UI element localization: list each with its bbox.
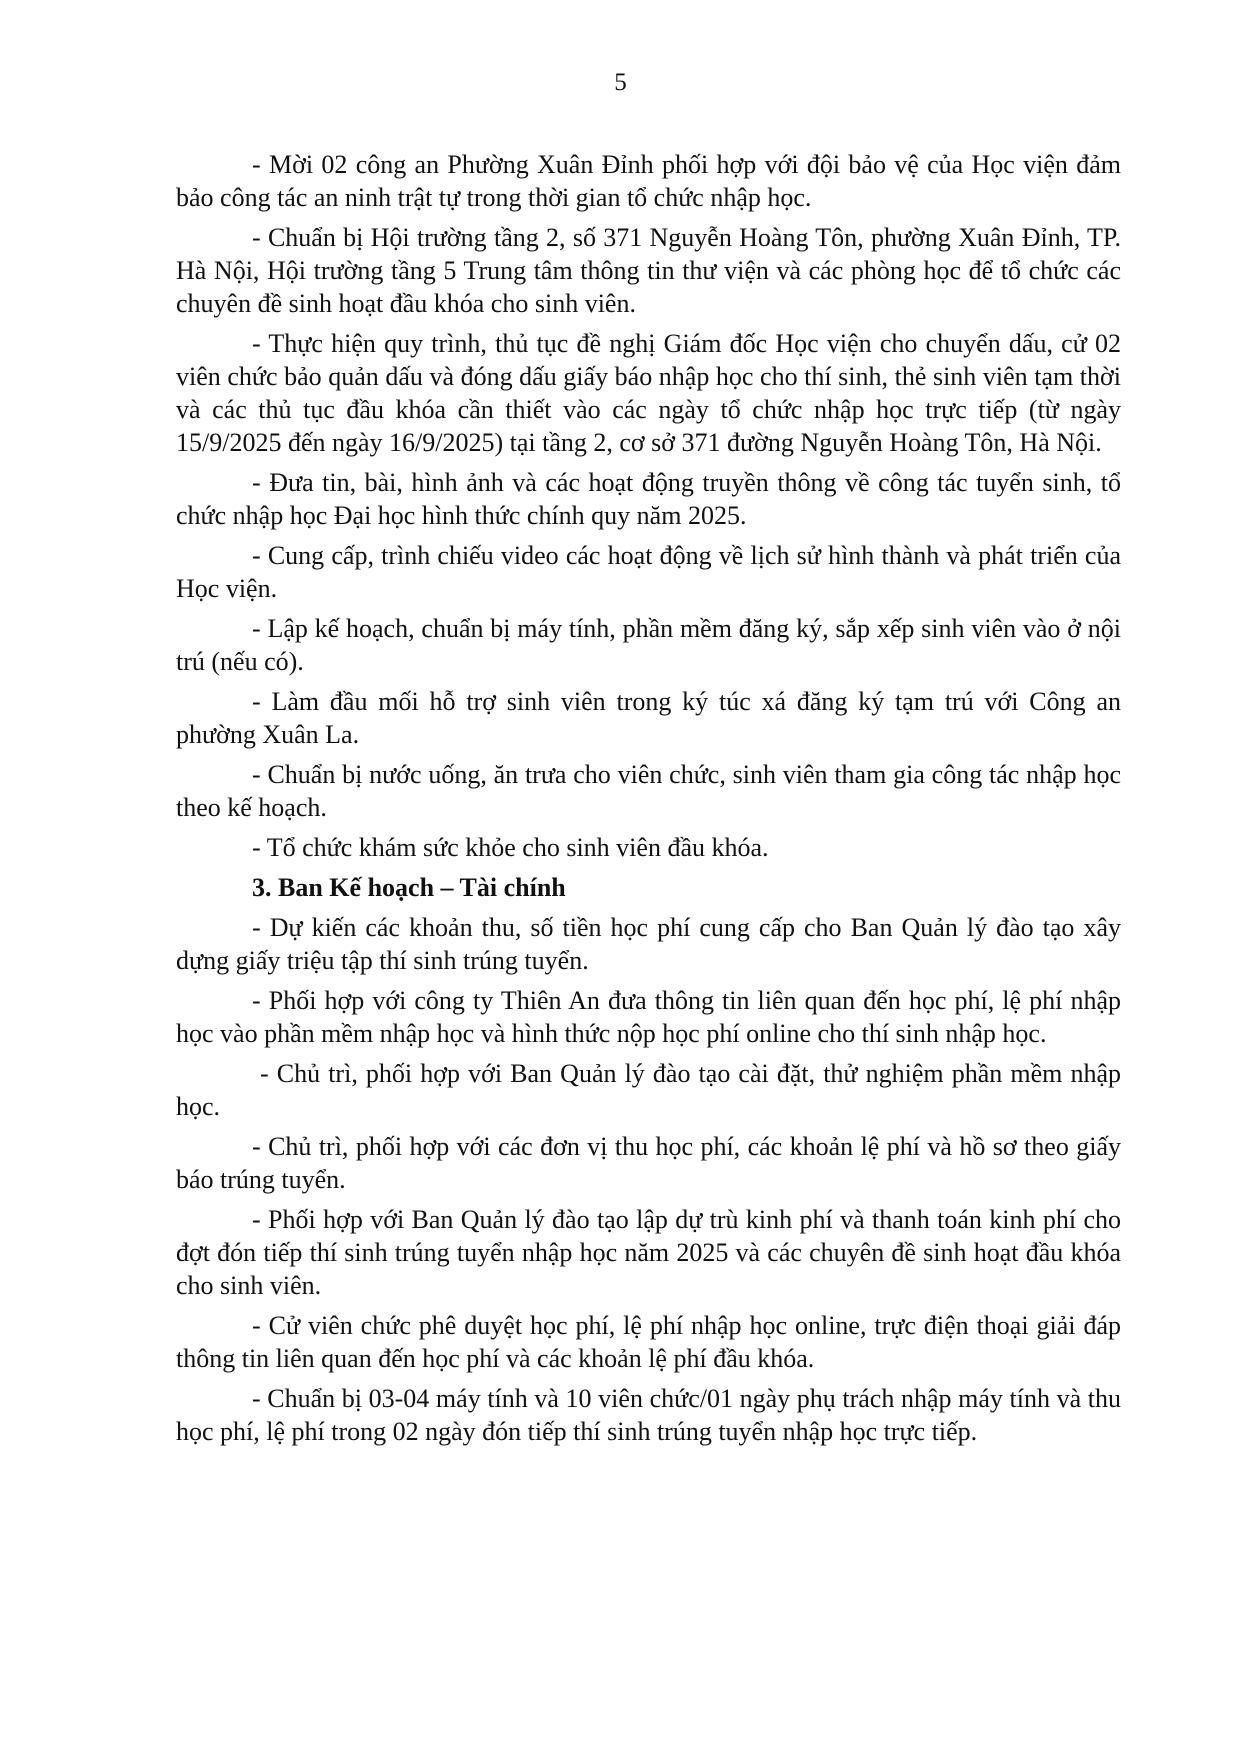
paragraph: - Lập kế hoạch, chuẩn bị máy tính, phần mềm đăng ký, sắp xếp sinh viên vào ở nội trú (nếu có).: [176, 614, 1121, 676]
paragraph: - Tổ chức khám sức khỏe cho sinh viên đầu khóa.: [252, 833, 769, 862]
paragraph: - Làm đầu mối hỗ trợ sinh viên trong ký túc xá đăng ký tạm trú với Công an phường Xuân La.: [176, 687, 1121, 749]
paragraph: - Cử viên chức phê duyệt học phí, lệ phí nhập học online, trực điện thoại giải đáp thông tin liên quan đến học phí và các khoản lệ phí đầu khóa.: [176, 1311, 1121, 1373]
paragraph: - Phối hợp với Ban Quản lý đào tạo lập dự trù kinh phí và thanh toán kinh phí cho đợt đón tiếp thí sinh trúng tuyển nhập học năm 2025 và các chuyên đề sinh hoạt đầu khóa cho sinh viên.: [176, 1205, 1121, 1300]
page-number: 5: [614, 69, 627, 96]
paragraph: - Chủ trì, phối hợp với Ban Quản lý đào tạo cài đặt, thử nghiệm phần mềm nhập học.: [176, 1059, 1121, 1121]
paragraph: - Dự kiến các khoản thu, số tiền học phí cung cấp cho Ban Quản lý đào tạo xây dựng giấy triệu tập thí sinh trúng tuyển.: [176, 913, 1121, 975]
paragraph: - Chủ trì, phối hợp với các đơn vị thu học phí, các khoản lệ phí và hồ sơ theo giấy báo trúng tuyển.: [176, 1132, 1121, 1194]
paragraph: - Đưa tin, bài, hình ảnh và các hoạt động truyền thông về công tác tuyển sinh, tổ chức nhập học Đại học hình thức chính quy năm 2025.: [176, 468, 1121, 530]
paragraph: - Chuẩn bị 03-04 máy tính và 10 viên chức/01 ngày phụ trách nhập máy tính và thu học phí, lệ phí trong 02 ngày đón tiếp thí sinh trúng tuyển nhập học trực tiếp.: [176, 1384, 1121, 1446]
section-heading: 3. Ban Kế hoạch – Tài chính: [252, 873, 566, 902]
paragraph: - Thực hiện quy trình, thủ tục đề nghị Giám đốc Học viện cho chuyển dấu, cử 02 viên chức bảo quản dấu và đóng dấu giấy báo nhập học cho thí sinh, thẻ sinh viên tạm thời và các thủ tục đầu khóa cần thiết vào các ngày tổ chức nhập học trực tiếp (từ ngày 15/9/2025 đến ngày 16/9/2025) tại tầng 2, cơ sở 371 đường Nguyễn Hoàng Tôn, Hà Nội.: [176, 329, 1121, 457]
document-body: [176, 148, 1121, 1455]
paragraph: - Chuẩn bị nước uống, ăn trưa cho viên chức, sinh viên tham gia công tác nhập học theo kế hoạch.: [176, 760, 1121, 822]
paragraph: - Cung cấp, trình chiếu video các hoạt động về lịch sử hình thành và phát triển của Học viện.: [176, 541, 1121, 603]
paragraph: - Mời 02 công an Phường Xuân Đỉnh phối hợp với đội bảo vệ của Học viện đảm bảo công tác an ninh trật tự trong thời gian tổ chức nhập học.: [176, 150, 1121, 212]
paragraph: - Chuẩn bị Hội trường tầng 2, số 371 Nguyễn Hoàng Tôn, phường Xuân Đỉnh, TP. Hà Nội, Hội trường tầng 5 Trung tâm thông tin thư viện và các phòng học để tổ chức các chuyên đề sinh hoạt đầu khóa cho sinh viên.: [176, 223, 1121, 318]
paragraph: - Phối hợp với công ty Thiên An đưa thông tin liên quan đến học phí, lệ phí nhập học vào phần mềm nhập học và hình thức nộp học phí online cho thí sinh nhập học.: [176, 986, 1121, 1048]
